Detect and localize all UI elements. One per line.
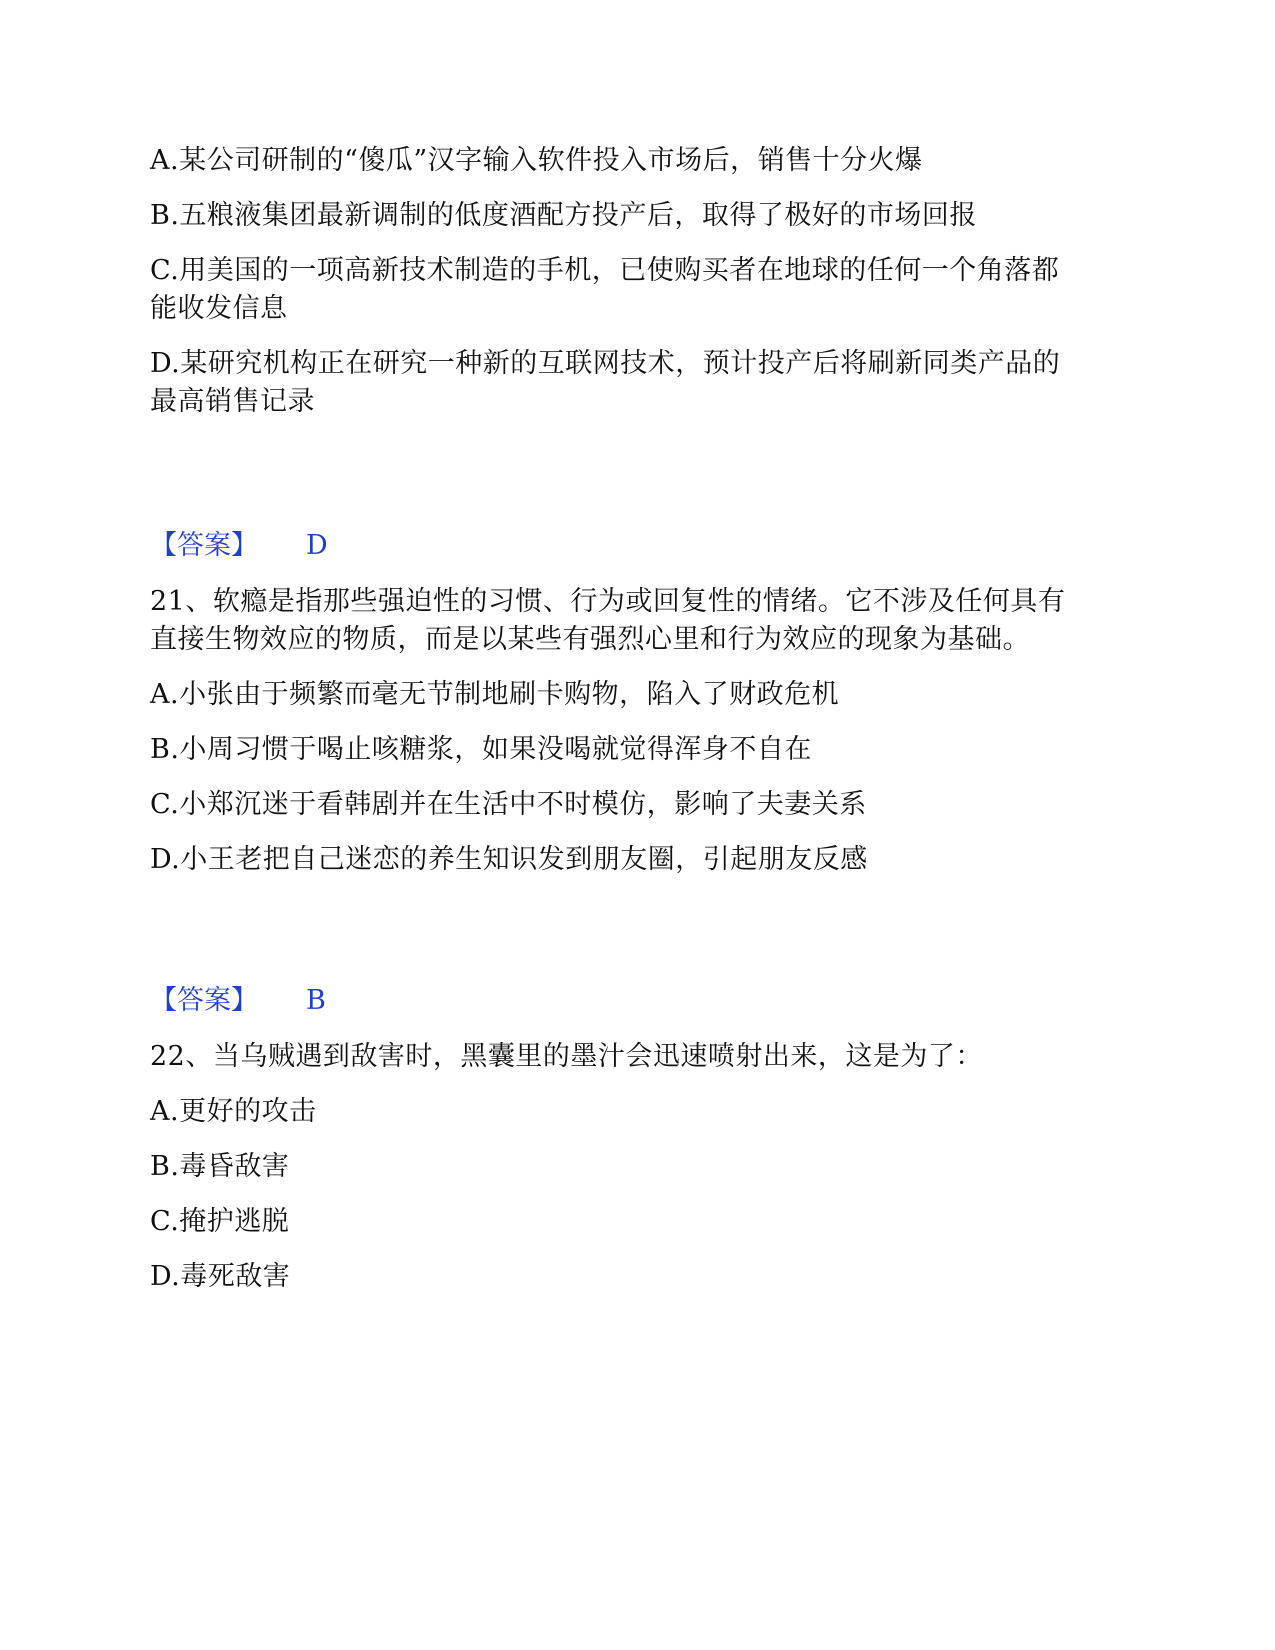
q21-option-d: D.小王老把自己迷恋的养生知识发到朋友圈，引起朋友反感 — [150, 844, 868, 875]
q21-option-a: A.小张由于频繁而毫无节制地刷卡购物，陷入了财政危机 — [150, 679, 840, 710]
q20-option-a: A.某公司研制的“傻瓜”汉字输入软件投入市场后，销售十分火爆 — [150, 145, 923, 176]
q21-option-c: C.小郑沉迷于看韩剧并在生活中不时模仿，影响了夫妻关系 — [150, 789, 867, 820]
q20-option-c-continued: 能收发信息 — [150, 293, 288, 324]
q22-stem: 22、当乌贼遇到敌害时，黑囊里的墨汁会迅速喷射出来，这是为了： — [150, 1041, 983, 1072]
q21-stem-line-1: 21、软瘾是指那些强迫性的习惯、行为或回复性的情绪。它不涉及任何具有 — [150, 586, 1066, 617]
q22-option-c: C.掩护逃脱 — [150, 1206, 290, 1237]
answer-value: B — [306, 985, 326, 1016]
q21-answer — [150, 982, 326, 1020]
q22-option-b: B.毒昏敌害 — [150, 1151, 290, 1182]
answer-label: 【答案】 — [150, 985, 258, 1016]
q22-option-d: D.毒死敌害 — [150, 1261, 291, 1292]
answer-label: 【答案】 — [150, 530, 258, 561]
q21-option-b: B.小周习惯于喝止咳糖浆，如果没喝就觉得浑身不自在 — [150, 734, 812, 765]
q20-option-c: C.用美国的一项高新技术制造的手机，已使购买者在地球的任何一个角落都 — [150, 255, 1060, 286]
q20-option-d: D.某研究机构正在研究一种新的互联网技术，预计投产后将刷新同类产品的 — [150, 348, 1061, 379]
q20-answer — [150, 527, 328, 565]
q20-option-d-continued: 最高销售记录 — [150, 386, 315, 417]
q21-stem-line-2: 直接生物效应的物质，而是以某些有强烈心里和行为效应的现象为基础。 — [150, 624, 1030, 655]
q20-option-b: B.五粮液集团最新调制的低度酒配方投产后，取得了极好的市场回报 — [150, 200, 977, 231]
answer-value: D — [306, 530, 328, 561]
q22-option-a: A.更好的攻击 — [150, 1096, 317, 1127]
